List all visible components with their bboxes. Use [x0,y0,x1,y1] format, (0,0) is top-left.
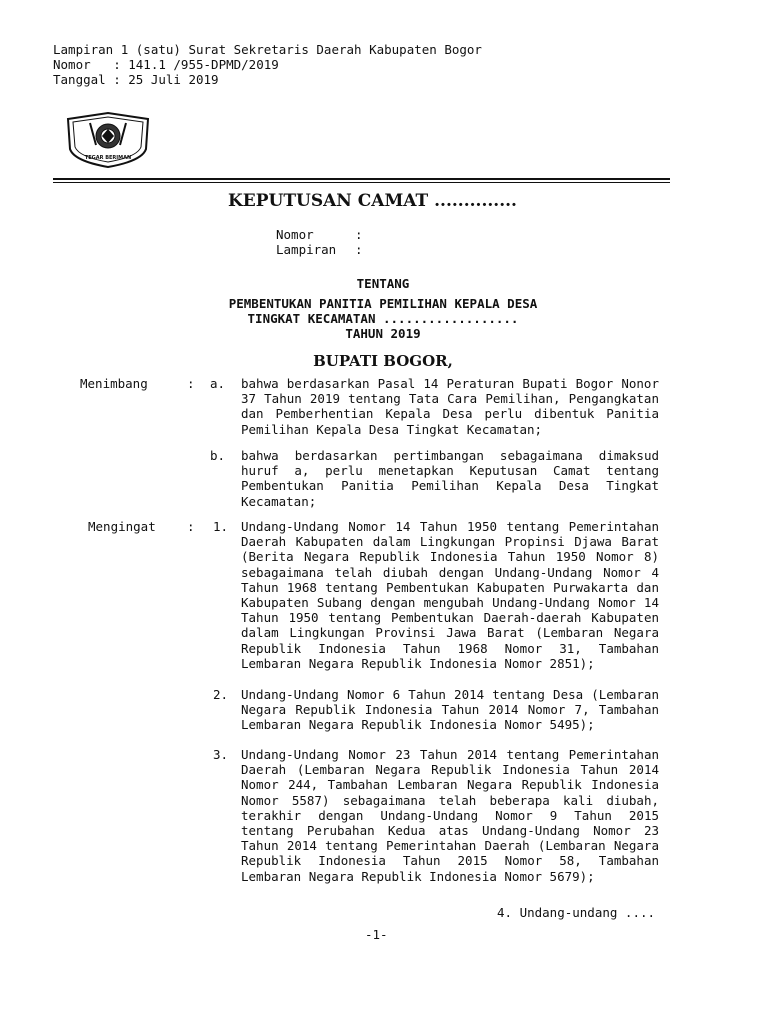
continuation-text: 4. Undang-undang .... [497,905,656,920]
header-line-1: Lampiran 1 (satu) Surat Sekretaris Daerah Kabupaten Bogor [53,42,482,57]
document-title: KEPUTUSAN CAMAT .............. [228,191,517,211]
header-line-3: Tanggal : 25 Juli 2019 [53,72,219,87]
nomor-label: Nomor [276,227,314,242]
mengingat-marker-2: 2. [213,687,229,702]
lampiran-label: Lampiran [276,242,337,257]
mengingat-marker-3: 3. [213,747,229,762]
subject-line-1: PEMBENTUKAN PANITIA PEMILIHAN KEPALA DESA [228,296,538,311]
subject-line-2: TINGKAT KECAMATAN .................. [247,311,519,326]
menimbang-label: Menimbang [80,376,148,391]
tentang-heading: TENTANG [356,276,410,291]
header-line-2: Nomor : 141.1 /955-DPMD/2019 [53,57,279,72]
mengingat-item-3: Undang-Undang Nomor 23 Tahun 2014 tentang Pemerintahan Daerah (Lembaran Negara Republik Indonesia Tahun 2014 Nomor 244, Tambahan Lembaran Negara Republik Indonesia Nomor 5587) sebagaimana telah beberapa kali diubah, terakhir dengan Undang-Undang Nomor 9 Tahun 2015 tentang Perubahan Kedua atas Undang-Undang Nomor 23 Tahun 2014 tentang Pemerintahan Daerah (Lembaran Negara Republik Indonesia Tahun 2015 Nomor 58, Tambahan Lembaran Negara Republik Indonesia Nomor 5679); [241,747,659,884]
header-rule-thin [53,182,670,183]
mengingat-item-1: Undang-Undang Nomor 14 Tahun 1950 tentang Pemerintahan Daerah Kabupaten dalam Lingkungan Propinsi Djawa Barat (Berita Negara Republik Indonesia Tahun 1950 Nomor 8) sebagaimana telah diubah dengan Undang-Undang Nomor 4 Tahun 1968 tentang Pembentukan Kabupaten Purwakarta dan Kabupaten Subang dengan mengubah Undang-Undang Nomor 14 Tahun 1950 tentang Pembentukan Daerah-daerah Kabupaten dalam Lingkungan Provinsi Jawa Barat (Lembaran Negara Republik Indonesia Tahun 1968 Nomor 31, Tambahan Lembaran Negara Republik Indonesia Nomor 2851); [241,519,659,671]
menimbang-item-b: bahwa berdasarkan pertimbangan sebagaimana dimaksud huruf a, perlu menetapkan Keputusan Camat tentang Pembentukan Panitia Pemilihan Kepala Desa Tingkat Kecamatan; [241,448,659,509]
mengingat-separator: : [187,519,195,534]
bogor-emblem-logo [64,111,152,171]
mengingat-item-2: Undang-Undang Nomor 6 Tahun 2014 tentang Desa (Lembaran Negara Republik Indonesia Tahun 2014 Nomor 7, Tambahan Lembaran Negara Republik Indonesia Nomor 5495); [241,687,659,733]
nomor-separator: : [355,227,363,242]
menimbang-marker-a: a. [210,376,226,391]
subject-line-3: TAHUN 2019 [345,326,421,341]
authority-heading: BUPATI BOGOR, [313,352,453,370]
lampiran-separator: : [355,242,363,257]
svg-text:TEGAR BERIMAN: TEGAR BERIMAN [84,155,132,161]
mengingat-label: Mengingat [88,519,156,534]
menimbang-item-a: bahwa berdasarkan Pasal 14 Peraturan Bupati Bogor Nonor 37 Tahun 2019 tentang Tata Cara Pemilihan, Pengangkatan dan Pemberhentian Kepala Desa perlu dibentuk Panitia Pemilihan Kepala Desa Tingkat Kecamatan; [241,376,659,437]
menimbang-marker-b: b. [210,448,226,463]
menimbang-separator: : [187,376,195,391]
mengingat-marker-1: 1. [213,519,229,534]
header-rule-thick [53,178,670,180]
page-number: -1- [365,927,388,942]
